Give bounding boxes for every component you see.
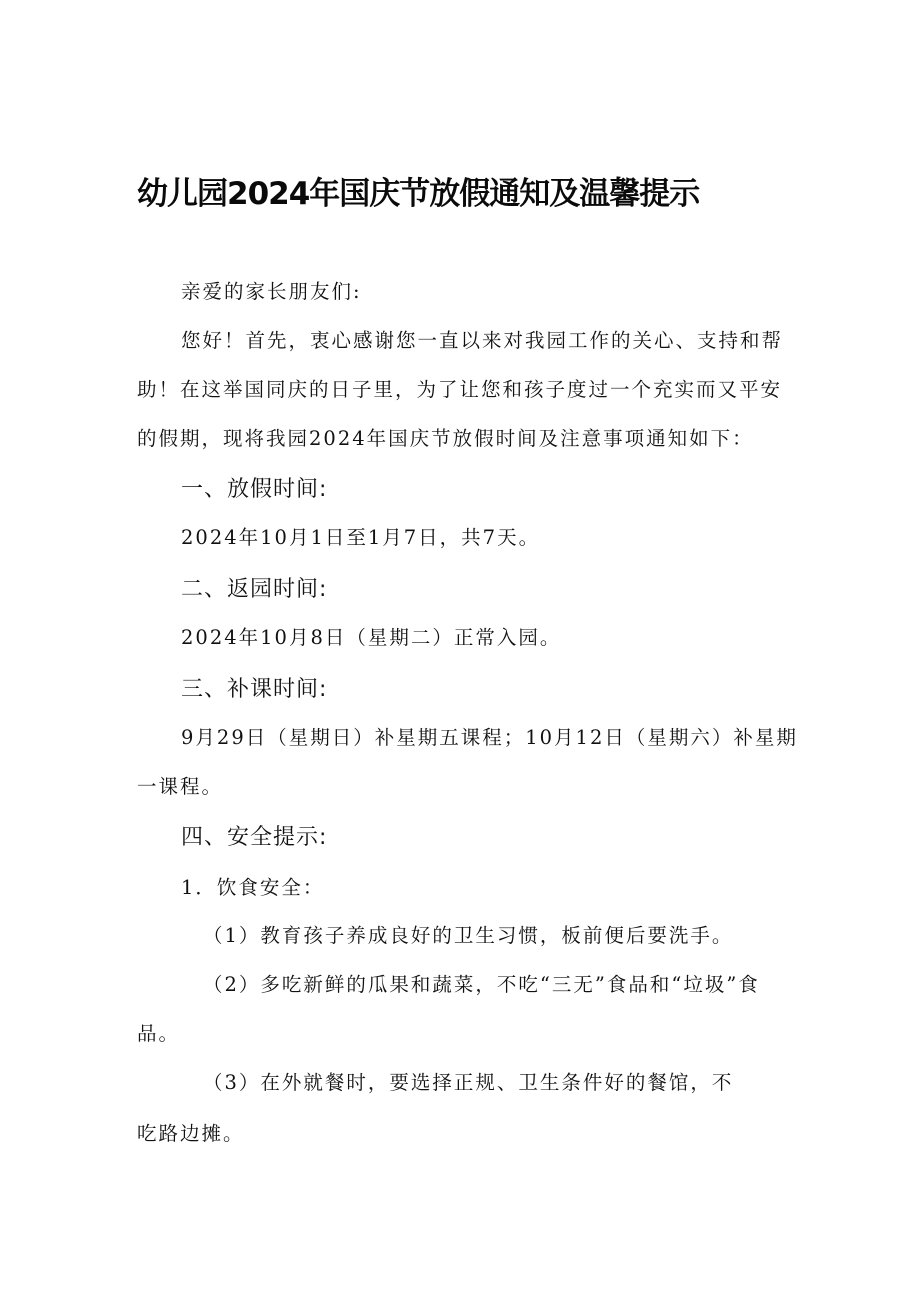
makeup-line-1: 9月29日（星期日）补星期五课程；10月12日（星期六）补星期 <box>181 726 798 749</box>
safety-item-1: （1）教育孩子养成良好的卫生习惯，板前便后要洗手。 <box>203 924 734 947</box>
greeting: 亲爱的家长朋友们: <box>181 280 362 303</box>
section-heading-makeup: 三、补课时间: <box>181 677 328 702</box>
section-heading-safety: 四、安全提示: <box>181 825 328 850</box>
section-heading-holiday: 一、放假时间: <box>181 477 328 502</box>
safety-item-3-line-1: （3）在外就餐时，要选择正规、卫生条件好的餐馆，不 <box>203 1071 734 1094</box>
intro-line-3: 的假期，现将我园2024年国庆节放假时间及注意事项通知如下： <box>137 427 754 450</box>
intro-line-2: 助！在这举国同庆的日子里，为了让您和孩子度过一个充实而又平安 <box>137 378 783 401</box>
return-time-text: 2024年10月8日（星期二）正常入园。 <box>181 626 562 649</box>
safety-item-2-line-2: 品。 <box>137 1022 181 1045</box>
makeup-line-2: 一课程。 <box>137 775 224 798</box>
holiday-time-text: 2024年10月1日至1月7日，共7天。 <box>181 526 541 549</box>
section-heading-return: 二、返园时间: <box>181 577 328 602</box>
safety-subheading-food: 1．饮食安全： <box>181 876 325 899</box>
document-title: 幼儿园2024年国庆节放假通知及温馨提示 <box>137 176 700 212</box>
safety-item-2-line-1: （2）多吃新鲜的瓜果和蔬菜，不吃“三无”食品和“垃圾”食 <box>203 973 760 996</box>
safety-item-3-line-2: 吃路边摊。 <box>137 1122 245 1145</box>
intro-line-1: 您好！首先，衷心感谢您一直以来对我园工作的关心、支持和帮 <box>181 329 784 352</box>
